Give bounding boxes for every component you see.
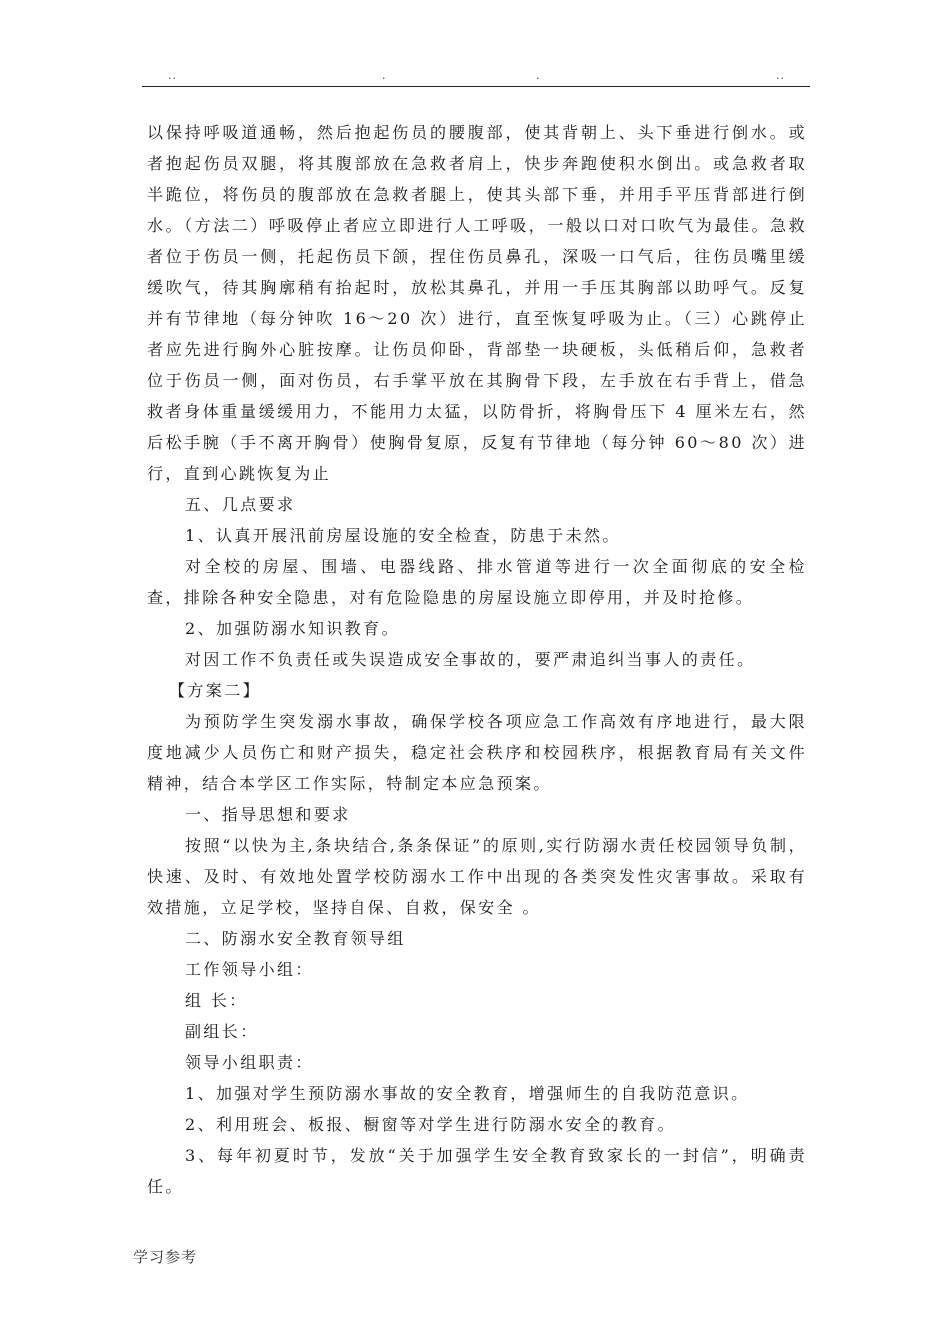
paragraph: 对全校的房屋、围墙、电器线路、排水管道等进行一次全面彻底的安全检查，排除各种安全隐患，对有危险隐患的房屋设施立即停用，并及时抢修。 <box>147 557 807 607</box>
section-heading: 一、指导思想和要求 <box>185 805 351 824</box>
header-mark: .. <box>168 69 177 82</box>
paragraph: 为预防学生突发溺水事故，确保学校各项应急工作高效有序地进行，最大限度地减少人员伤亡和财产损失，稳定社会秩序和校园秩序，根据教育局有关文件精神，结合本学区工作实际，特制定本应急预案。 <box>147 712 807 793</box>
section-heading: 五、几点要求 <box>185 495 296 514</box>
plan-title: 【方案二】 <box>169 681 262 700</box>
header-rule <box>142 86 810 87</box>
paragraph: 对因工作不负责任或失误造成安全事故的，要严肃追纠当事人的责任。 <box>185 650 756 669</box>
paragraph: 按照“以快为主,条块结合,条条保证”的原则,实行防溺水责任校园领导负制，快速、及时、有效地处置学校防溺水工作中出现的各类突发性灾害事故。采取有效措施，立足学校，坚持自保、自救，保安全 。 <box>147 836 807 917</box>
section-heading: 二、防溺水安全教育领导组 <box>185 929 406 948</box>
paragraph: 工作领导小组： <box>185 960 314 979</box>
paragraph: 组 长： <box>185 991 248 1010</box>
paragraph: 领导小组职责： <box>185 1053 314 1072</box>
header-mark: . <box>536 69 541 82</box>
page-footer: 学习参考 <box>133 1248 198 1266</box>
page-header-marks <box>142 70 810 84</box>
list-item: 2、加强防溺水知识教育。 <box>185 619 400 638</box>
list-item: 1、加强对学生预防溺水事故的安全教育，增强师生的自我防范意识。 <box>185 1084 750 1103</box>
paragraph: 副组长： <box>185 1022 259 1041</box>
header-mark: . <box>382 69 387 82</box>
document-body <box>147 117 807 1202</box>
list-item: 1、认真开展汛前房屋设施的安全检查，防患于未然。 <box>185 526 621 545</box>
header-mark: .. <box>776 69 785 82</box>
list-item: 2、利用班会、板报、橱窗等对学生进行防溺水安全的教育。 <box>185 1115 676 1134</box>
list-item: 3、每年初夏时节，发放“关于加强学生安全教育致家长的一封信”，明确责任。 <box>147 1146 807 1196</box>
paragraph-first-aid: 以保持呼吸道通畅，然后抱起伤员的腰腹部，使其背朝上、头下垂进行倒水。或者抱起伤员双腿，将其腹部放在急救者肩上，快步奔跑使积水倒出。或急救者取半跪位，将伤员的腹部放在急救者腿上，使其头部下垂，并用手平压背部进行倒水。（方法二）呼吸停止者应立即进行人工呼吸，一般以口对口吹气为最佳。急救者位于伤员一侧，托起伤员下颌，捏住伤员鼻孔，深吸一口气后，往伤员嘴里缓缓吹气，待其胸廓稍有抬起时，放松其鼻孔，并用一手压其胸部以助呼气。反复并有节律地（每分钟吹 16～20 次）进行，直至恢复呼吸为止。（三）心跳停止者应先进行胸外心脏按摩。让伤员仰卧，背部垫一块硬板，头低稍后仰，急救者位于伤员一侧，面对伤员，右手掌平放在其胸骨下段，左手放在右手背上，借急救者身体重量缓缓用力，不能用力太猛，以防骨折，将胸骨压下 4 厘米左右，然后松手腕（手不离开胸骨）使胸骨复原，反复有节律地（每分钟 60～80 次）进行，直到心跳恢复为止 <box>147 123 807 483</box>
